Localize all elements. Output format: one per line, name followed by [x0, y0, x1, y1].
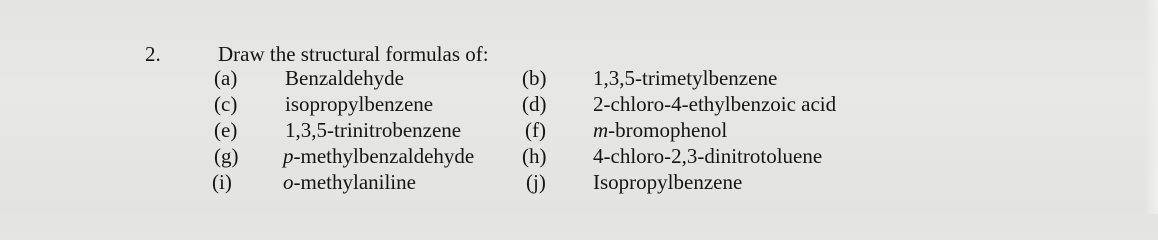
item-label: (b): [522, 66, 547, 90]
question-number: 2.: [145, 42, 161, 66]
item-text: 2-chloro-4-ethylbenzoic acid: [593, 92, 837, 116]
item-label: (g): [214, 144, 239, 168]
item-prefix: o: [283, 170, 294, 194]
item-text: Benzaldehyde: [285, 66, 404, 90]
item-text: Isopropylbenzene: [593, 170, 743, 194]
item-label: (a): [214, 66, 238, 90]
item-text: 1,3,5-trinitrobenzene: [285, 118, 462, 142]
item-prefix: m: [593, 118, 609, 142]
item-label: (j): [526, 170, 546, 194]
item-label: (e): [214, 118, 238, 142]
item-label: (h): [522, 144, 547, 168]
item-text: 4-chloro-2,3-dinitrotoluene: [593, 144, 823, 168]
item-label: (f): [525, 118, 546, 142]
page-edge-highlight: [1144, 0, 1158, 214]
item-prefix: p: [283, 144, 294, 168]
item-text: 1,3,5-trimetylbenzene: [593, 66, 778, 90]
question-stem: Draw the structural formulas of:: [218, 42, 489, 66]
item-label: (d): [522, 92, 547, 116]
item-text: p-methylbenzaldehyde: [283, 144, 475, 168]
item-text: m-bromophenol: [593, 118, 728, 142]
item-label: (c): [214, 92, 238, 116]
item-text: o-methylaniline: [283, 170, 416, 194]
item-label: (i): [212, 170, 232, 194]
item-text: isopropylbenzene: [285, 92, 434, 116]
